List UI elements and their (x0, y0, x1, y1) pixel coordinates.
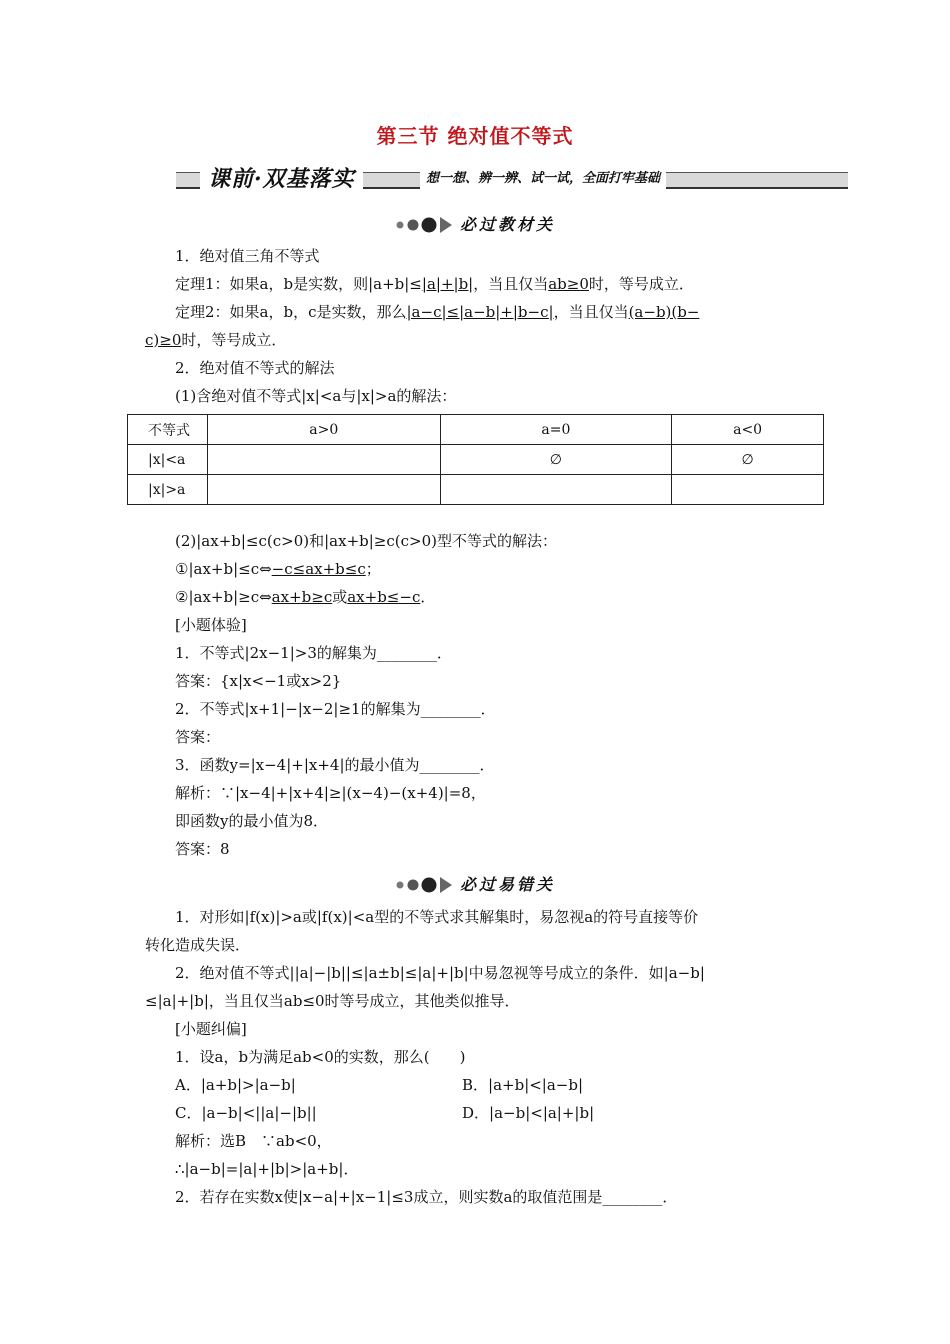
table-cell (207, 445, 440, 475)
table-cell: |x|>a (128, 475, 208, 505)
text: 时，等号成立． (181, 331, 287, 349)
table-cell: ∅ (672, 445, 824, 475)
dots-arrow-icon (394, 216, 454, 234)
answer-blank: ax+b≤−c (347, 588, 421, 606)
option-d: D．|a−b|<|a|+|b| (462, 1104, 595, 1122)
answer-blank: |a|+|b| (421, 275, 474, 293)
explanation: 解析：∵|x−4|+|x+4|≥|(x−4)−(x+4)|=8， (175, 784, 486, 802)
heading-1: 1．绝对值三角不等式 (175, 247, 320, 265)
table-header-row (128, 415, 824, 445)
case-1 (175, 559, 381, 579)
table-cell (440, 475, 672, 505)
section-banner (176, 164, 848, 194)
table-row (128, 445, 824, 475)
practice-heading: [小题纠偏] (175, 1020, 247, 1038)
paragraph: (2)|ax+b|≤c(c>0)和|ax+b|≥c(c>0)型不等式的解法： (175, 532, 557, 550)
practice-heading: [小题体验] (175, 616, 247, 634)
answer-blank: c)≥0 (145, 331, 182, 349)
answer-blank: ab≥0 (548, 275, 589, 293)
solution-table (127, 414, 824, 505)
text: ②|ax+b|≥c⇔ (175, 588, 272, 606)
text: ，当且仅当 (553, 303, 629, 321)
text: ； (365, 560, 381, 578)
question: 3．函数y=|x−4|+|x+4|的最小值为________． (175, 756, 495, 774)
text: 或 (332, 588, 348, 606)
question: 1．设a，b为满足ab<0的实数，那么( ) (175, 1048, 466, 1066)
note: 1．对形如|f(x)|>a或|f(x)|<a型的不等式求其解集时，易忽视a的符号直接等价 (175, 908, 699, 926)
theorem-2 (175, 302, 699, 322)
option-c: C．|a−b|<||a|−|b|| (175, 1104, 317, 1122)
section-header-textbook (394, 212, 594, 238)
explanation: 解析：选B ∵ab<0， (175, 1132, 332, 1150)
text: ． (420, 588, 436, 606)
paragraph: (1)含绝对值不等式|x|<a与|x|>a的解法： (175, 387, 457, 405)
option-a: A．|a+b|>|a−b| (175, 1076, 296, 1094)
answer-blank: ax+b≥c (271, 588, 333, 606)
theorem-1 (175, 274, 694, 294)
table-header: a=0 (440, 415, 672, 445)
case-2 (175, 587, 435, 607)
text: 定理1：如果a，b是实数，则|a+b|≤ (175, 275, 422, 293)
table-cell (672, 475, 824, 505)
banner-main-label: 课前·双基落实 (200, 164, 363, 194)
question: 1．不等式|2x−1|>3的解集为________． (175, 644, 452, 662)
table-cell: ∅ (440, 445, 672, 475)
answer-blank: (a−b)(b− (628, 303, 700, 321)
text: 时，等号成立． (588, 275, 694, 293)
answer: 答案：{x|x<−1或x>2} (175, 672, 342, 690)
question: 2．不等式|x+1|−|x−2|≥1的解集为________． (175, 700, 496, 718)
answer-blank: −c≤ax+b≤c (271, 560, 366, 578)
option-b: B．|a+b|<|a−b| (462, 1076, 584, 1094)
heading-2: 2．绝对值不等式的解法 (175, 359, 335, 377)
dots-arrow-icon (394, 876, 454, 894)
text: 定理2：如果a，b，c是实数，那么 (175, 303, 407, 321)
table-header: 不等式 (128, 415, 208, 445)
answer-blank: |a−c|≤|a−b|+|b−c| (406, 303, 554, 321)
answer: 答案：8 (175, 840, 230, 858)
table-cell (207, 475, 440, 505)
note-cont: 转化造成失误． (145, 936, 251, 954)
theorem-2-cont (145, 330, 286, 350)
section-label: 必过易错关 (460, 875, 556, 894)
table-row (128, 475, 824, 505)
text: ①|ax+b|≤c⇔ (175, 560, 272, 578)
table-header: a<0 (672, 415, 824, 445)
banner-sub-label: 想一想、辨一辨、试一试，全面打牢基础 (420, 169, 666, 189)
explanation: ∴|a−b|=|a|+|b|>|a+b|． (175, 1160, 359, 1178)
explanation: 即函数y的最小值为8． (175, 812, 329, 830)
note: 2．绝对值不等式||a|−|b||≤|a±b|≤|a|+|b|中易忽视等号成立的条件．如|a−b| (175, 964, 705, 982)
answer: 答案： (175, 728, 221, 746)
table-cell: |x|<a (128, 445, 208, 475)
text: ，当且仅当 (473, 275, 549, 293)
section-header-errors (394, 872, 594, 898)
question: 2．若存在实数x使|x−a|+|x−1|≤3成立，则实数a的取值范围是________． (175, 1188, 678, 1206)
section-label: 必过教材关 (460, 215, 556, 234)
page-title: 第三节 绝对值不等式 (376, 124, 574, 148)
table-header: a>0 (207, 415, 440, 445)
note-cont: ≤|a|+|b|，当且仅当ab≤0时等号成立，其他类似推导． (145, 992, 520, 1010)
